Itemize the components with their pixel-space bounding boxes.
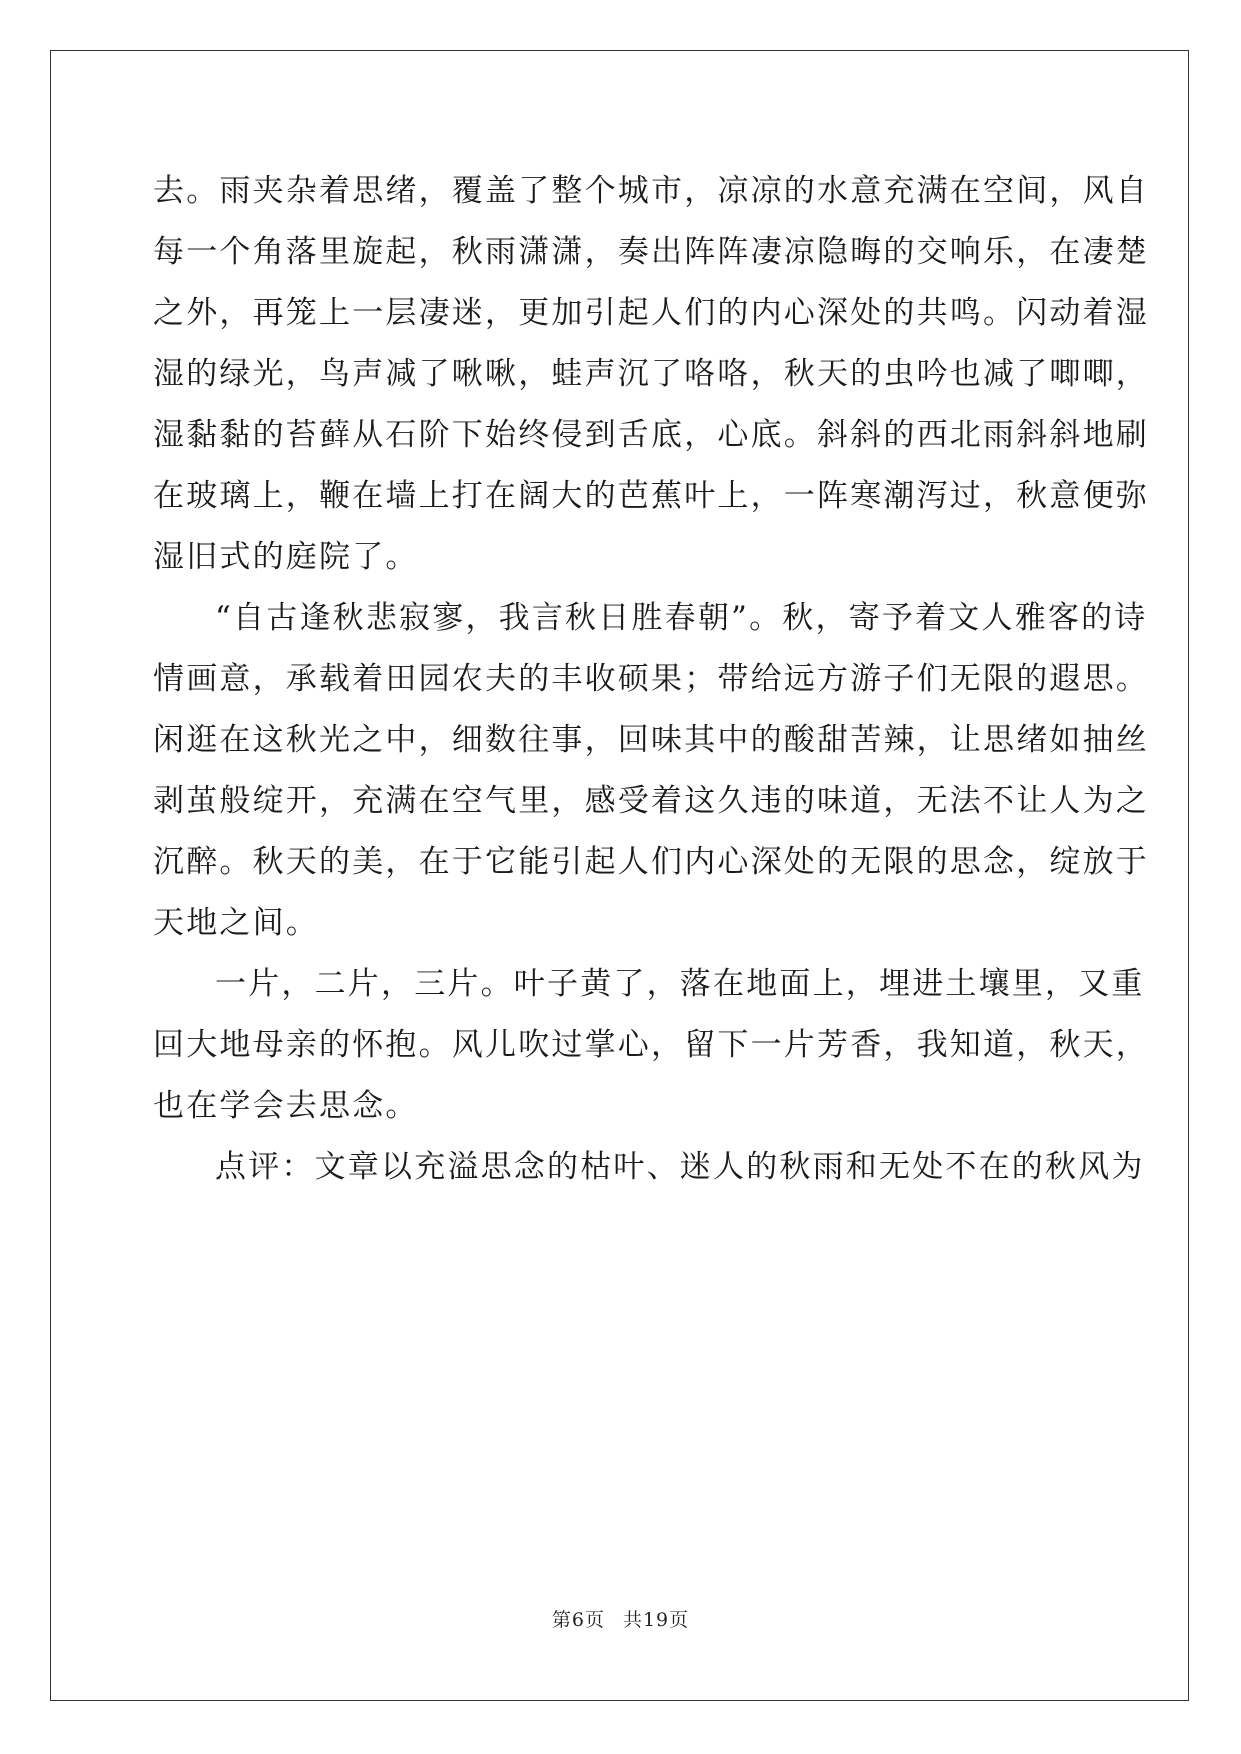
paragraph-1 xyxy=(153,161,1149,588)
text-line: 湿黏黏的苔藓从石阶下始终侵到舌底，心底。斜斜的西北雨斜斜地刷 xyxy=(153,417,1149,453)
paragraph-2 xyxy=(153,588,1149,954)
paragraph-3 xyxy=(153,954,1149,1137)
paragraph-4 xyxy=(153,1137,1145,1198)
text-line: 天地之间。 xyxy=(153,905,319,941)
text-line: 也在学会去思念。 xyxy=(153,1088,419,1124)
text-line: 一片，二片，三片。叶子黄了，落在地面上，埋进土壤里，又重 xyxy=(215,966,1145,1002)
text-line: “自古逢秋悲寂寥，我言秋日胜春朝”。秋，寄予着文人雅客的诗 xyxy=(215,600,1148,636)
text-line: 剥茧般绽开，充满在空气里，感受着这久违的味道，无法不让人为之 xyxy=(153,783,1149,819)
text-line: 去。雨夹杂着思绪，覆盖了整个城市，凉凉的水意充满在空间，风自 xyxy=(153,173,1149,209)
text-line: 闲逛在这秋光之中，细数往事，回味其中的酸甜苦辣，让思绪如抽丝 xyxy=(153,722,1149,758)
text-line: 点评：文章以充溢思念的枯叶、迷人的秋雨和无处不在的秋风为 xyxy=(215,1149,1145,1185)
page-number: 第6页 xyxy=(551,1609,605,1631)
text-line: 每一个角落里旋起，秋雨潇潇，奏出阵阵凄凉隐晦的交响乐，在凄楚 xyxy=(153,234,1149,270)
page-footer xyxy=(0,1605,1241,1632)
text-line: 湿旧式的庭院了。 xyxy=(153,539,419,575)
page-total: 共19页 xyxy=(622,1609,690,1631)
document-body xyxy=(153,161,1149,1198)
text-line: 之外，再笼上一层凄迷，更加引起人们的内心深处的共鸣。闪动着湿 xyxy=(153,295,1149,331)
text-line: 情画意，承载着田园农夫的丰收硕果；带给远方游子们无限的遐思。 xyxy=(153,661,1149,697)
text-line: 湿的绿光，鸟声减了啾啾，蛙声沉了咯咯，秋天的虫吟也减了唧唧， xyxy=(153,356,1149,392)
text-line: 沉醉。秋天的美，在于它能引起人们内心深处的无限的思念，绽放于 xyxy=(153,844,1149,880)
text-line: 在玻璃上，鞭在墙上打在阔大的芭蕉叶上，一阵寒潮泻过，秋意便弥 xyxy=(153,478,1149,514)
text-line: 回大地母亲的怀抱。风儿吹过掌心，留下一片芳香，我知道，秋天， xyxy=(153,1027,1149,1063)
